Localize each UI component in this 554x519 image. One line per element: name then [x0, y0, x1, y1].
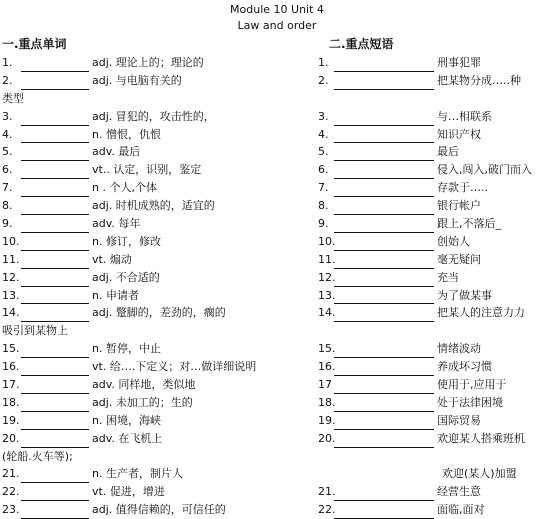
item-number: 19. [318, 413, 336, 427]
word-definition: adj. 冒犯的，攻击性的， [92, 109, 215, 123]
item-number: 1. [318, 55, 329, 69]
answer-blank[interactable] [334, 309, 434, 322]
word-item [2, 179, 292, 197]
item-number: 16. [2, 360, 20, 374]
item-number: 8. [2, 199, 13, 213]
word-definition: vt. 给….下定义；对…做详细说明 [92, 360, 257, 374]
continuation-text: 类型 [2, 91, 24, 105]
phrase-item [318, 269, 554, 287]
answer-blank[interactable] [334, 488, 434, 501]
phrase-item [318, 126, 554, 144]
word-definition: n. 申请者 [92, 288, 139, 302]
answer-blank[interactable] [21, 274, 89, 287]
item-number: 14. [2, 306, 20, 320]
answer-blank[interactable] [334, 77, 434, 90]
page-title: Module 10 Unit 4 [230, 3, 324, 16]
word-definition: adj. 值得信赖的，可信任的 [92, 503, 226, 517]
word-definition: n. 修订，修改 [92, 234, 161, 248]
answer-blank[interactable] [21, 238, 89, 251]
item-number: 18. [2, 395, 20, 409]
continuation-line [318, 90, 554, 108]
phrase-meaning: 处于法律困境 [437, 395, 503, 409]
answer-blank[interactable] [334, 148, 434, 161]
word-item [2, 233, 292, 251]
phrase-meaning: 充当 [437, 270, 459, 284]
continuation-text: 欢迎(某人)加盟 [442, 467, 517, 481]
continuation-text: 吸引到某物上 [2, 324, 68, 338]
word-definition: adv. 在飞机上 [92, 431, 163, 445]
phrase-item [318, 483, 554, 501]
answer-blank[interactable] [334, 59, 434, 72]
item-number: 2. [318, 73, 329, 87]
phrase-meaning: 欢迎某人搭乘班机 [437, 431, 525, 445]
phrase-meaning: 情绪波动 [437, 342, 481, 356]
answer-blank[interactable] [21, 470, 89, 483]
phrase-item [318, 108, 554, 126]
answer-blank[interactable] [334, 202, 434, 215]
phrase-item [318, 394, 554, 412]
phrase-item [318, 215, 554, 233]
answer-blank[interactable] [21, 506, 89, 519]
word-definition: n. 生产者，制片人 [92, 467, 183, 481]
word-item [2, 340, 292, 358]
phrase-item [318, 233, 554, 251]
word-definition: adj. 不合适的 [92, 270, 160, 284]
item-number: 9. [318, 217, 329, 230]
word-item [2, 143, 292, 161]
phrase-meaning: 经营生意 [437, 485, 481, 499]
item-number: 12. [318, 270, 336, 284]
word-item [2, 54, 292, 72]
item-number: 21. [2, 467, 20, 481]
phrase-meaning: 毫无疑问 [437, 252, 481, 266]
word-definition: n. 暂停，中止 [92, 342, 161, 356]
phrase-item [318, 197, 554, 215]
word-item [2, 412, 292, 430]
word-item [2, 269, 292, 287]
item-number: 12. [2, 270, 20, 284]
item-number: 7. [318, 181, 329, 195]
item-number: 16. [318, 360, 336, 374]
continuation-line [318, 322, 554, 340]
answer-blank[interactable] [334, 381, 434, 394]
item-number: 15. [2, 342, 20, 356]
word-definition: adv. 同样地，类似地 [92, 378, 196, 392]
word-item [2, 501, 292, 519]
word-definition: adv. 每年 [92, 217, 141, 230]
phrase-list [318, 54, 554, 519]
phrase-item [318, 376, 554, 394]
answer-blank[interactable] [334, 506, 434, 519]
item-number: 21. [318, 485, 336, 499]
phrase-meaning: 养成坏习惯 [437, 360, 492, 374]
phrase-meaning: 把某物分成…..种 [437, 73, 521, 87]
answer-blank[interactable] [21, 148, 89, 161]
answer-blank[interactable] [334, 399, 434, 412]
item-number: 13. [2, 288, 20, 302]
phrase-item [318, 358, 554, 376]
phrase-item [318, 72, 554, 90]
continuation-line [2, 448, 292, 466]
page-subtitle: Law and order [237, 19, 317, 32]
item-number: 10. [318, 234, 336, 248]
item-number: 14. [318, 306, 336, 320]
item-number: 5. [2, 145, 13, 159]
phrase-meaning: 跟上,不落后_ [437, 217, 501, 230]
word-item [2, 376, 292, 394]
item-number: 13. [318, 288, 336, 302]
continuation-line [2, 322, 292, 340]
continuation-text: (轮船.火车等); [2, 449, 73, 463]
answer-blank[interactable] [334, 274, 434, 287]
phrase-item [318, 161, 554, 179]
item-number: 1. [2, 55, 13, 69]
answer-blank[interactable] [21, 417, 89, 430]
answer-blank[interactable] [334, 220, 434, 233]
answer-blank[interactable] [334, 113, 434, 126]
item-number: 4. [2, 127, 13, 141]
item-number: 3. [318, 109, 329, 123]
phrase-meaning: 侵入,闯入,破门而入 [437, 163, 532, 177]
item-number: 23. [2, 503, 20, 517]
word-item [2, 215, 292, 233]
answer-blank[interactable] [334, 166, 434, 179]
item-number: 20. [2, 431, 20, 445]
answer-blank[interactable] [21, 130, 89, 143]
word-item [2, 430, 292, 448]
answer-blank[interactable] [334, 256, 434, 269]
continuation-line [318, 465, 554, 483]
phrase-item [318, 179, 554, 197]
item-number: 6. [2, 163, 13, 177]
word-item [2, 394, 292, 412]
word-item [2, 287, 292, 305]
section-heading-phrases: 二.重点短语 [329, 37, 394, 51]
word-definition: n. 困境，海峡 [92, 413, 161, 427]
answer-blank[interactable] [21, 59, 89, 72]
answer-blank[interactable] [334, 130, 434, 143]
item-number: 11. [2, 252, 20, 266]
answer-blank[interactable] [334, 435, 434, 448]
answer-blank[interactable] [21, 399, 89, 412]
word-definition: n . 个人,个体 [92, 181, 157, 195]
phrase-meaning: 知识产权 [437, 127, 481, 141]
item-number: 17. [2, 378, 20, 392]
word-definition: vt. 促进，增进 [92, 485, 165, 499]
answer-blank[interactable] [334, 363, 434, 376]
answer-blank[interactable] [21, 166, 89, 179]
phrase-meaning: 国际贸易 [437, 413, 481, 427]
item-number: 22. [2, 485, 20, 499]
item-number: 19. [2, 413, 20, 427]
phrase-meaning: 与…相联系 [437, 109, 492, 123]
item-number: 9. [2, 217, 13, 230]
item-number: 8. [318, 199, 329, 213]
word-definition: vt.. 认定，识别，鉴定 [92, 163, 202, 177]
word-definition: adj. 与电脑有关的 [92, 73, 182, 87]
phrase-meaning: 使用于,应用于 [437, 378, 507, 392]
answer-blank[interactable] [21, 309, 89, 322]
answer-blank[interactable] [21, 256, 89, 269]
phrase-item [318, 251, 554, 269]
item-number: 17 [318, 378, 332, 392]
word-definition: adv. 最后 [92, 145, 141, 159]
word-definition: vt. 煽动 [92, 252, 132, 266]
item-number: 15. [318, 342, 336, 356]
item-number: 7. [2, 181, 13, 195]
answer-blank[interactable] [21, 488, 89, 501]
phrase-meaning: 创始人 [437, 234, 470, 248]
word-item [2, 358, 292, 376]
answer-blank[interactable] [21, 345, 89, 358]
answer-blank[interactable] [21, 381, 89, 394]
word-definition: adj. 未加工的；生的 [92, 395, 193, 409]
answer-blank[interactable] [334, 184, 434, 197]
phrase-meaning: 面临,面对 [437, 503, 485, 517]
phrase-meaning: 为了做某事 [437, 288, 492, 302]
section-heading-words: 一.重点单词 [2, 37, 67, 51]
word-item [2, 304, 292, 322]
answer-blank[interactable] [334, 417, 434, 430]
item-number: 6. [318, 163, 329, 177]
continuation-line [2, 90, 292, 108]
answer-blank[interactable] [21, 220, 89, 233]
phrase-meaning: 最后 [437, 145, 459, 159]
item-number: 2. [2, 73, 13, 87]
word-item [2, 251, 292, 269]
item-number: 22. [318, 503, 336, 517]
answer-blank[interactable] [334, 345, 434, 358]
item-number: 20. [318, 431, 336, 445]
phrase-item [318, 143, 554, 161]
item-number: 3. [2, 109, 13, 123]
phrase-item [318, 304, 554, 322]
continuation-line [318, 448, 554, 466]
answer-blank[interactable] [21, 363, 89, 376]
phrase-meaning: 刑事犯罪 [437, 55, 481, 69]
answer-blank[interactable] [21, 435, 89, 448]
answer-blank[interactable] [21, 202, 89, 215]
word-item [2, 108, 292, 126]
phrase-meaning: 存款于….. [437, 181, 488, 195]
word-item [2, 126, 292, 144]
answer-blank[interactable] [21, 291, 89, 304]
item-number: 5. [318, 145, 329, 159]
phrase-item [318, 340, 554, 358]
word-definition: adj. 时机成熟的，适宜的 [92, 199, 215, 213]
word-definition: adj. 蹩脚的，差劲的，瘸的 [92, 306, 226, 320]
word-item [2, 197, 292, 215]
word-item [2, 465, 292, 483]
answer-blank[interactable] [334, 238, 434, 251]
phrase-meaning: 把某人的注意力力 [437, 306, 525, 320]
phrase-item [318, 501, 554, 519]
phrase-item [318, 287, 554, 305]
answer-blank[interactable] [21, 184, 89, 197]
word-item [2, 483, 292, 501]
item-number: 18. [318, 395, 336, 409]
word-list [2, 54, 292, 519]
answer-blank[interactable] [21, 77, 89, 90]
answer-blank[interactable] [334, 291, 434, 304]
item-number: 11. [318, 252, 336, 266]
item-number: 10. [2, 234, 20, 248]
item-number: 4. [318, 127, 329, 141]
word-definition: n. 憎恨，仇恨 [92, 127, 161, 141]
word-definition: adj. 理论上的；理论的 [92, 55, 204, 69]
answer-blank[interactable] [21, 113, 89, 126]
word-item [2, 72, 292, 90]
phrase-item [318, 412, 554, 430]
phrase-meaning: 银行帐户 [437, 199, 481, 213]
word-item [2, 161, 292, 179]
phrase-item [318, 54, 554, 72]
phrase-item [318, 430, 554, 448]
